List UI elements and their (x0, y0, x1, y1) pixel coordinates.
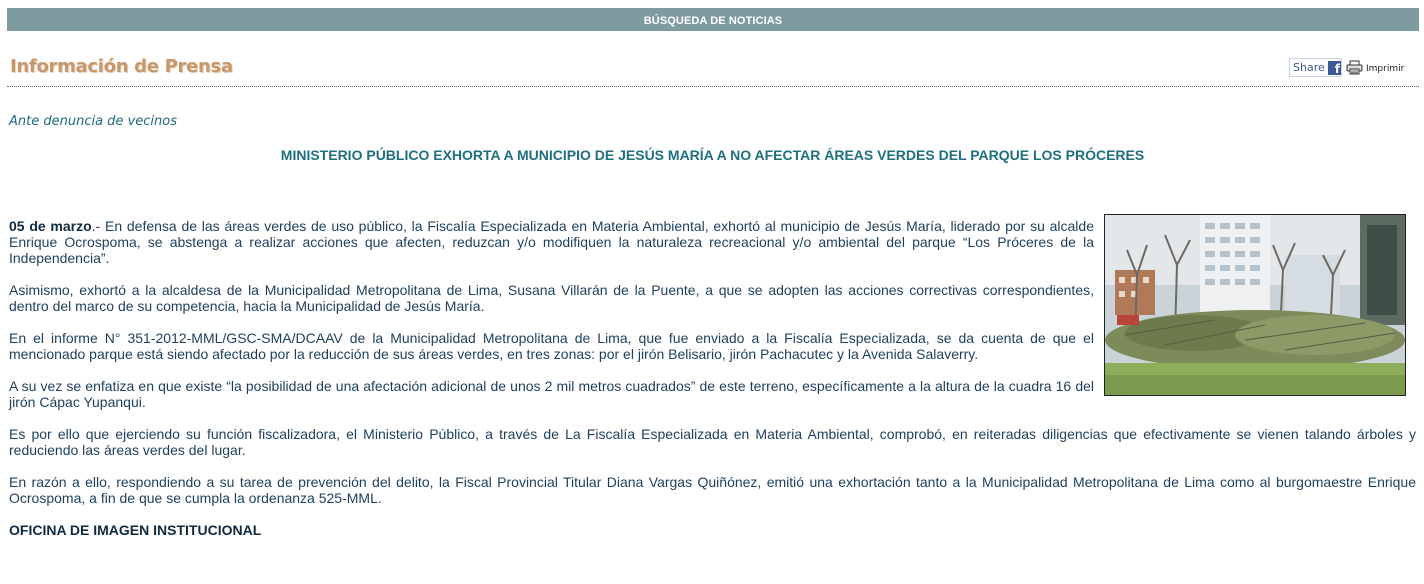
facebook-share-button[interactable] (1289, 58, 1342, 77)
article-headline: MINISTERIO PÚBLICO EXHORTA A MUNICIPIO DE JESÚS MARÍA A NO AFECTAR ÁREAS VERDES DEL PARQUE LOS PRÓCERES (280, 147, 1145, 163)
print-label: Imprimir (1366, 64, 1405, 74)
facebook-icon: f (1328, 61, 1341, 75)
office-signature: OFICINA DE IMAGEN INSTITUCIONAL (9, 522, 262, 538)
article-dateline: 05 de marzo (9, 218, 92, 234)
news-search-bar[interactable]: BÚSQUEDA DE NOTICIAS (7, 8, 1419, 31)
page-title: Información de Prensa (10, 56, 233, 77)
article-paragraph: En el informe N° 351-2012-MML/GSC-SMA/DCAAV de la Municipalidad Metropolitana de Lima, que fue enviado a la Fiscalía Especializada, se da cuenta de que el mencionado parque está siendo afectado por la reducción de sus áreas verdes, en tres zonas: por el jirón Belisario, jirón Pachacutec y la Avenida Salaverry. (9, 330, 1094, 362)
article-paragraph: En razón a ello, respondiendo a su tarea de prevención del delito, la Fiscal Provincial Titular Diana Vargas Quiñónez, emitió una exhortación tanto a la Municipalidad Metropolitana de Lima como al burgomaestre Enrique Ocrospoma, a fin de que se cumpla la ordenanza 525-MML. (9, 474, 1416, 506)
article-paragraph-text: .- En defensa de las áreas verdes de uso público, la Fiscalía Especializada en Materia Ambiental, exhortó al municipio de Jesús María, liderado por su alcalde Enrique Ocrospoma, se abstenga a realizar acciones que afecten, reduzcan y/o modifiquen la naturaleza recreacional y/o ambiental del parque “Los Próceres de la Independencia”. (9, 218, 1094, 266)
share-label: Share (1293, 61, 1325, 74)
article-paragraph (9, 218, 1094, 266)
article-kicker: Ante denuncia de vecinos (9, 114, 177, 129)
printer-icon (1346, 60, 1363, 75)
article-paragraph: A su vez se enfatiza en que existe “la posibilidad de una afectación adicional de unos 2 mil metros cuadrados” de este terreno, específicamente a la altura de la cuadra 16 del jirón Cápac Yupanqui. (9, 378, 1094, 410)
page-header (7, 52, 1419, 87)
article-paragraph: Es por ello que ejerciendo su función fiscalizadora, el Ministerio Público, a través de La Fiscalía Especializada en Materia Ambiental, comprobó, en reiteradas diligencias que efectivamente se vienen talando árboles y reduciendo las áreas verdes del lugar. (9, 426, 1416, 458)
print-link[interactable] (1346, 60, 1404, 75)
article-paragraph: Asimismo, exhortó a la alcaldesa de la Municipalidad Metropolitana de Lima, Susana Villarán de la Puente, a que se adopten las acciones correctivas correspondientes, dentro del marco de su competencia, hacia la Municipalidad de Jesús María. (9, 282, 1094, 314)
article-body (9, 218, 1416, 554)
